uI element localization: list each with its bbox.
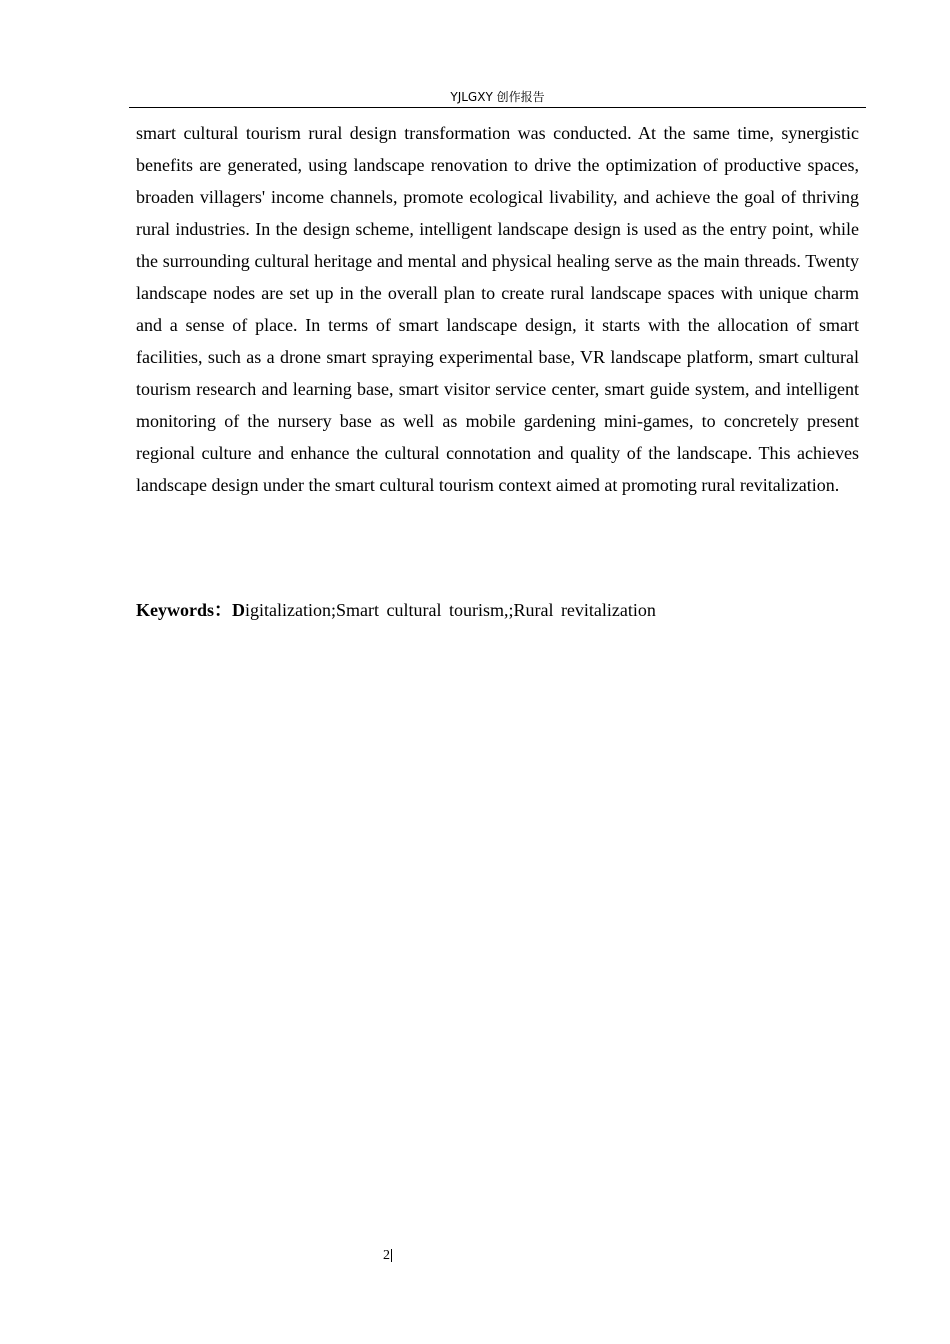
keywords-line bbox=[136, 596, 859, 624]
page-header: YJLGXY 创作报告 bbox=[129, 87, 866, 108]
abstract-paragraph: smart cultural tourism rural design transformation was conducted. At the same time, synergistic benefits are generated, using landscape renovation to drive the optimization of productive spaces, broaden villagers' income channels, promote ecological livability, and achieve the goal of thriving rural industries. In the design scheme, intelligent landscape design is used as the entry point, while the surrounding cultural heritage and mental and physical healing serve as the main threads. Twenty landscape nodes are set up in the overall plan to create rural landscape spaces with unique charm and a sense of place. In terms of smart landscape design, it starts with the allocation of smart facilities, such as a drone smart spraying experimental base, VR landscape platform, smart cultural tourism research and learning base, smart visitor service center, smart guide system, and intelligent monitoring of the nursery base as well as mobile gardening mini-games, to concretely present regional culture and enhance the cultural connotation and quality of the landscape. This achieves landscape design under the smart cultural tourism context aimed at promoting rural revitalization. bbox=[136, 123, 859, 495]
page-number bbox=[383, 1246, 392, 1266]
keywords-value: igitalization;Smart cultural tourism,;Rural revitalization bbox=[245, 600, 656, 620]
page-number-text: 2 bbox=[383, 1248, 390, 1263]
keywords-label: Keywords：D bbox=[136, 600, 245, 620]
text-cursor-mark bbox=[391, 1249, 392, 1262]
